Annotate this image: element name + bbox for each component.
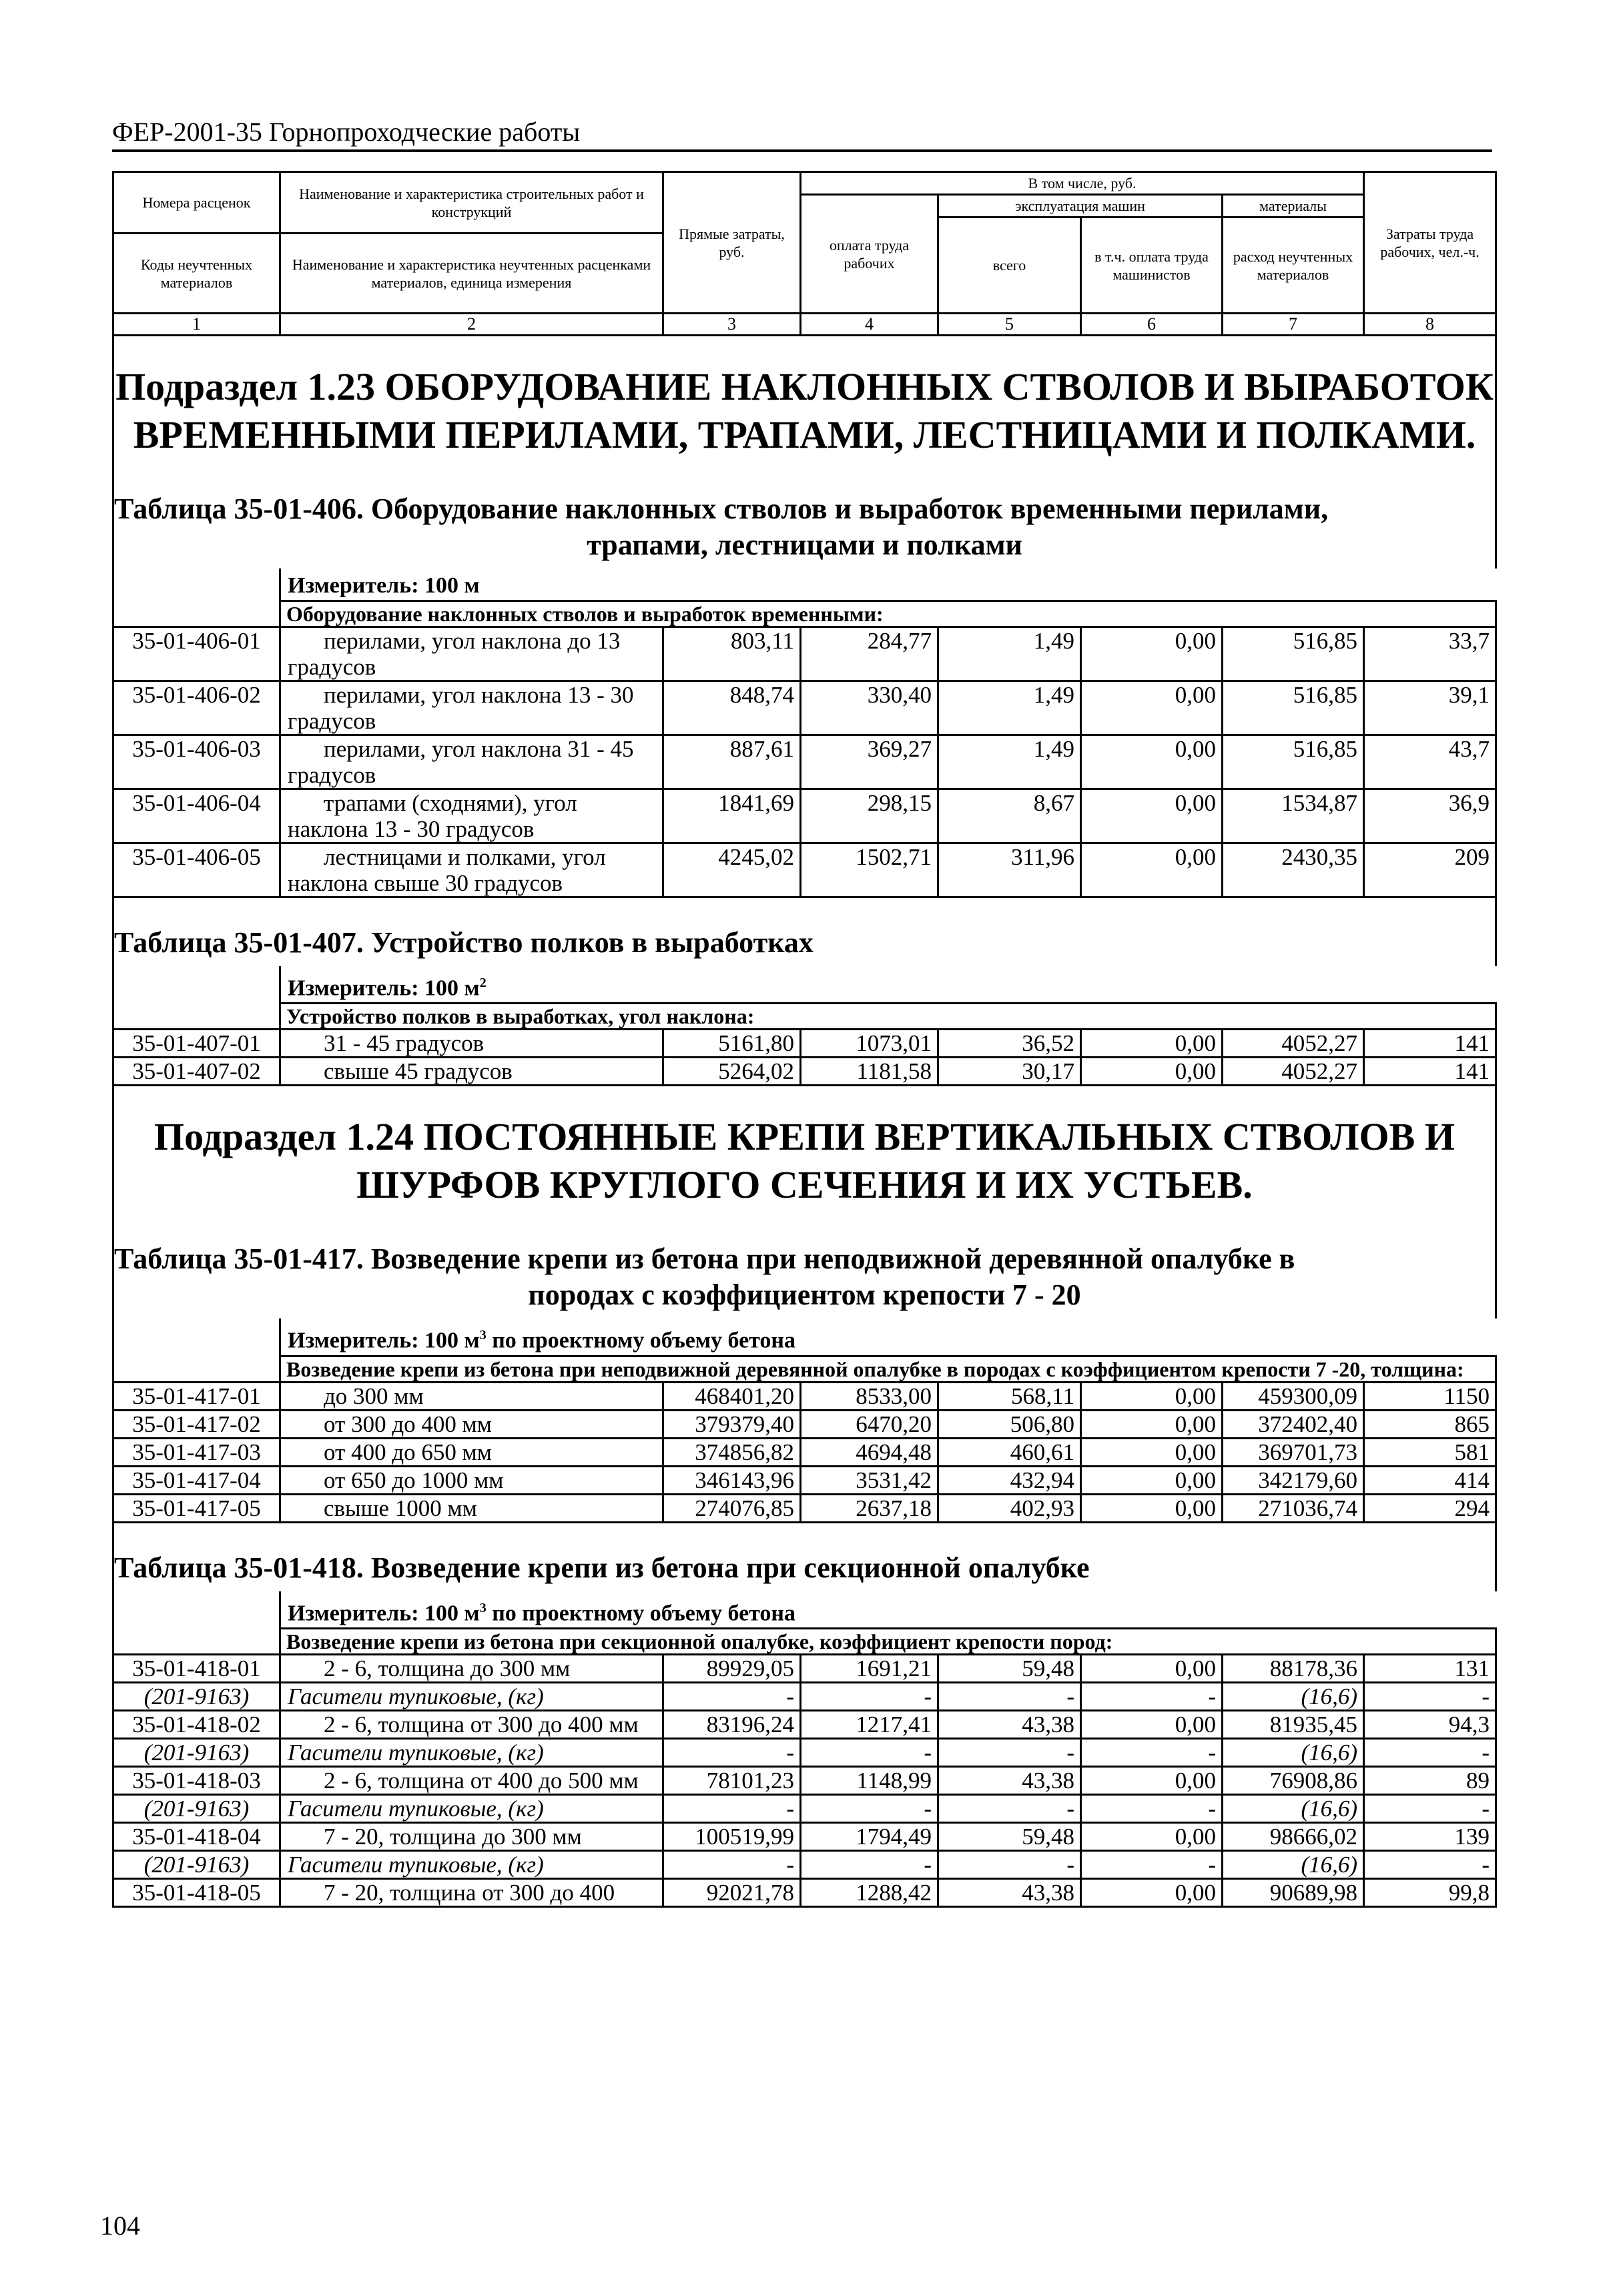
machine-costs: 311,96 bbox=[938, 843, 1081, 897]
rate-code: 35-01-406-05 bbox=[113, 843, 280, 897]
work-name: перилами, угол наклона до 13 градусов bbox=[280, 627, 663, 681]
col-number: 5 bbox=[938, 314, 1081, 336]
margin-cell bbox=[113, 1356, 280, 1382]
direct-costs: 83196,24 bbox=[663, 1710, 801, 1738]
direct-costs: 1841,69 bbox=[663, 789, 801, 843]
operator-pay: 0,00 bbox=[1081, 1438, 1223, 1466]
material-costs: 342179,60 bbox=[1223, 1466, 1364, 1494]
labor-hours: 209 bbox=[1364, 843, 1496, 897]
rate-code: 35-01-418-01 bbox=[113, 1654, 280, 1682]
labor-hours: - bbox=[1364, 1850, 1496, 1878]
operator-pay: - bbox=[1081, 1682, 1223, 1710]
labor-hours: 43,7 bbox=[1364, 735, 1496, 789]
measure-unit bbox=[280, 1591, 1496, 1629]
operator-pay: - bbox=[1081, 1794, 1223, 1822]
measure-unit-text: Измеритель: 100 м bbox=[288, 1600, 480, 1625]
margin-cell bbox=[113, 568, 280, 601]
col-number: 4 bbox=[801, 314, 938, 336]
work-name: трапами (сходнями), угол наклона 13 - 30 градусов bbox=[280, 789, 663, 843]
material-row bbox=[113, 1682, 1496, 1710]
labor-pay: 6470,20 bbox=[801, 1410, 938, 1438]
material-row bbox=[113, 1794, 1496, 1822]
measure-unit-tail: по проектному объему бетона bbox=[486, 1600, 796, 1625]
material-costs: 516,85 bbox=[1223, 627, 1364, 681]
labor-pay: - bbox=[801, 1794, 938, 1822]
labor-pay: 1181,58 bbox=[801, 1058, 938, 1086]
machine-costs: 506,80 bbox=[938, 1410, 1081, 1438]
machine-costs: 1,49 bbox=[938, 735, 1081, 789]
direct-costs: 4245,02 bbox=[663, 843, 801, 897]
work-name: 7 - 20, толщина от 300 до 400 bbox=[280, 1878, 663, 1906]
material-costs: 372402,40 bbox=[1223, 1410, 1364, 1438]
table-row bbox=[113, 1878, 1496, 1906]
material-costs: 76908,86 bbox=[1223, 1766, 1364, 1794]
material-costs: 4052,27 bbox=[1223, 1030, 1364, 1058]
direct-costs: 803,11 bbox=[663, 627, 801, 681]
table-row bbox=[113, 681, 1496, 735]
table-title bbox=[113, 1230, 1496, 1318]
material-costs: 271036,74 bbox=[1223, 1494, 1364, 1522]
rate-code: 35-01-417-03 bbox=[113, 1438, 280, 1466]
margin-cell bbox=[113, 966, 280, 1004]
col-number: 8 bbox=[1364, 314, 1496, 336]
labor-hours: 89 bbox=[1364, 1766, 1496, 1794]
rates-table bbox=[112, 171, 1497, 1908]
labor-hours: 139 bbox=[1364, 1822, 1496, 1850]
rate-code: 35-01-418-02 bbox=[113, 1710, 280, 1738]
table-title: Таблица 35-01-418. Возведение крепи из бетона при секционной опалубке bbox=[113, 1539, 1496, 1591]
material-quantity: (16,6) bbox=[1223, 1794, 1364, 1822]
col6-header: в т.ч. оплата труда машинистов bbox=[1081, 218, 1223, 314]
labor-hours: 39,1 bbox=[1364, 681, 1496, 735]
col5-header: всего bbox=[938, 218, 1081, 314]
work-name: 31 - 45 градусов bbox=[280, 1030, 663, 1058]
labor-pay: - bbox=[801, 1738, 938, 1766]
margin-cell bbox=[113, 1628, 280, 1654]
machine-costs: 1,49 bbox=[938, 627, 1081, 681]
labor-pay: - bbox=[801, 1682, 938, 1710]
rate-code: 35-01-407-02 bbox=[113, 1058, 280, 1086]
material-costs: 459300,09 bbox=[1223, 1382, 1364, 1410]
table-row bbox=[113, 1466, 1496, 1494]
work-name: перилами, угол наклона 13 - 30 градусов bbox=[280, 681, 663, 735]
measure-unit: Измеритель: 100 м bbox=[280, 568, 1496, 601]
material-costs: 88178,36 bbox=[1223, 1654, 1364, 1682]
material-row bbox=[113, 1738, 1496, 1766]
measure-unit-power: 2 bbox=[479, 976, 487, 990]
machine-costs: 30,17 bbox=[938, 1058, 1081, 1086]
operator-pay: 0,00 bbox=[1081, 789, 1223, 843]
direct-costs: 5161,80 bbox=[663, 1030, 801, 1058]
margin-cell bbox=[113, 1318, 280, 1356]
measure-unit-text: Измеритель: 100 м bbox=[288, 976, 480, 1001]
machine-costs: 43,38 bbox=[938, 1710, 1081, 1738]
col-number: 2 bbox=[280, 314, 663, 336]
work-name: перилами, угол наклона 31 - 45 градусов bbox=[280, 735, 663, 789]
machine-costs: 460,61 bbox=[938, 1438, 1081, 1466]
labor-pay: 1502,71 bbox=[801, 843, 938, 897]
operator-pay: 0,00 bbox=[1081, 1030, 1223, 1058]
direct-costs: 887,61 bbox=[663, 735, 801, 789]
measure-unit-text: Измеритель: 100 м bbox=[288, 1328, 480, 1353]
direct-costs: 346143,96 bbox=[663, 1466, 801, 1494]
table-row bbox=[113, 1766, 1496, 1794]
machines-header: эксплуатация машин bbox=[938, 195, 1223, 218]
group-row: Возведение крепи из бетона при секционной опалубке, коэффициент крепости пород: bbox=[280, 1628, 1496, 1654]
measure-unit bbox=[280, 966, 1496, 1004]
material-name: Гасители тупиковые, (кг) bbox=[280, 1794, 663, 1822]
operator-pay: 0,00 bbox=[1081, 735, 1223, 789]
work-name: свыше 45 градусов bbox=[280, 1058, 663, 1086]
machine-costs: 432,94 bbox=[938, 1466, 1081, 1494]
material-costs: 516,85 bbox=[1223, 735, 1364, 789]
labor-pay: 1148,99 bbox=[801, 1766, 938, 1794]
direct-costs: 5264,02 bbox=[663, 1058, 801, 1086]
col-number: 6 bbox=[1081, 314, 1223, 336]
table-417-body bbox=[113, 1382, 1496, 1522]
table-418-body bbox=[113, 1654, 1496, 1906]
labor-hours: - bbox=[1364, 1738, 1496, 1766]
labor-hours: 94,3 bbox=[1364, 1710, 1496, 1738]
rates-sheet bbox=[112, 171, 1495, 1908]
operator-pay: 0,00 bbox=[1081, 843, 1223, 897]
rate-code: 35-01-406-03 bbox=[113, 735, 280, 789]
direct-costs: 78101,23 bbox=[663, 1766, 801, 1794]
col-number: 7 bbox=[1223, 314, 1364, 336]
group-row: Возведение крепи из бетона при неподвижной деревянной опалубке в породах с коэффициентом крепости 7 -20, толщина: bbox=[280, 1356, 1496, 1382]
labor-hours: 141 bbox=[1364, 1030, 1496, 1058]
operator-pay: 0,00 bbox=[1081, 1710, 1223, 1738]
labor-pay: 1691,21 bbox=[801, 1654, 938, 1682]
machine-costs: - bbox=[938, 1794, 1081, 1822]
material-costs: 516,85 bbox=[1223, 681, 1364, 735]
col1-header-bottom: Коды неучтенных материалов bbox=[113, 234, 280, 314]
material-quantity: (16,6) bbox=[1223, 1738, 1364, 1766]
machine-costs: 43,38 bbox=[938, 1878, 1081, 1906]
labor-pay: 1073,01 bbox=[801, 1030, 938, 1058]
operator-pay: 0,00 bbox=[1081, 1654, 1223, 1682]
direct-costs: 374856,82 bbox=[663, 1438, 801, 1466]
material-code: (201-9163) bbox=[113, 1794, 280, 1822]
labor-hours: 36,9 bbox=[1364, 789, 1496, 843]
table-row bbox=[113, 1058, 1496, 1086]
measure-unit-power: 3 bbox=[479, 1328, 487, 1343]
table-row bbox=[113, 735, 1496, 789]
direct-costs: 92021,78 bbox=[663, 1878, 801, 1906]
machine-costs: 59,48 bbox=[938, 1822, 1081, 1850]
table-title-line: Таблица 35-01-417. Возведение крепи из бетона при неподвижной деревянной опалубке в bbox=[114, 1242, 1295, 1276]
operator-pay: 0,00 bbox=[1081, 681, 1223, 735]
labor-hours: 99,8 bbox=[1364, 1878, 1496, 1906]
table-title-line: Таблица 35-01-406. Оборудование наклонных стволов и выработок временными перилами, bbox=[114, 492, 1329, 525]
table-row bbox=[113, 627, 1496, 681]
col3-header: Прямые затраты, руб. bbox=[663, 172, 801, 314]
machine-costs: - bbox=[938, 1738, 1081, 1766]
labor-hours: 865 bbox=[1364, 1410, 1496, 1438]
material-costs: 81935,45 bbox=[1223, 1710, 1364, 1738]
group-header: В том числе, руб. bbox=[801, 172, 1364, 195]
labor-pay: 1217,41 bbox=[801, 1710, 938, 1738]
labor-pay: 369,27 bbox=[801, 735, 938, 789]
rate-code: 35-01-418-04 bbox=[113, 1822, 280, 1850]
measure-unit bbox=[280, 1318, 1496, 1356]
rate-code: 35-01-417-02 bbox=[113, 1410, 280, 1438]
work-name: от 650 до 1000 мм bbox=[280, 1466, 663, 1494]
material-costs: 90689,98 bbox=[1223, 1878, 1364, 1906]
direct-costs: 848,74 bbox=[663, 681, 801, 735]
labor-pay: - bbox=[801, 1850, 938, 1878]
page-number: 104 bbox=[100, 2211, 140, 2241]
table-row bbox=[113, 843, 1496, 897]
margin-cell bbox=[113, 1004, 280, 1030]
direct-costs: 89929,05 bbox=[663, 1654, 801, 1682]
material-code: (201-9163) bbox=[113, 1738, 280, 1766]
material-quantity: (16,6) bbox=[1223, 1850, 1364, 1878]
table-row bbox=[113, 1494, 1496, 1522]
labor-hours: 141 bbox=[1364, 1058, 1496, 1086]
operator-pay: 0,00 bbox=[1081, 1466, 1223, 1494]
table-row bbox=[113, 1438, 1496, 1466]
work-name: свыше 1000 мм bbox=[280, 1494, 663, 1522]
rate-code: 35-01-417-01 bbox=[113, 1382, 280, 1410]
material-quantity: (16,6) bbox=[1223, 1682, 1364, 1710]
operator-pay: 0,00 bbox=[1081, 1382, 1223, 1410]
material-costs: 369701,73 bbox=[1223, 1438, 1364, 1466]
direct-costs: 468401,20 bbox=[663, 1382, 801, 1410]
machine-costs: - bbox=[938, 1682, 1081, 1710]
group-row: Устройство полков в выработках, угол наклона: bbox=[280, 1004, 1496, 1030]
labor-hours: 33,7 bbox=[1364, 627, 1496, 681]
col-number: 3 bbox=[663, 314, 801, 336]
measure-unit-tail: по проектному объему бетона bbox=[486, 1328, 796, 1353]
material-costs: 4052,27 bbox=[1223, 1058, 1364, 1086]
direct-costs: - bbox=[663, 1850, 801, 1878]
materials-header: материалы bbox=[1223, 195, 1364, 218]
labor-pay: 298,15 bbox=[801, 789, 938, 843]
material-code: (201-9163) bbox=[113, 1682, 280, 1710]
operator-pay: 0,00 bbox=[1081, 1058, 1223, 1086]
rate-code: 35-01-418-05 bbox=[113, 1878, 280, 1906]
operator-pay: 0,00 bbox=[1081, 1766, 1223, 1794]
work-name: 2 - 6, толщина до 300 мм bbox=[280, 1654, 663, 1682]
rate-code: 35-01-417-04 bbox=[113, 1466, 280, 1494]
direct-costs: 274076,85 bbox=[663, 1494, 801, 1522]
gap bbox=[113, 897, 1496, 915]
operator-pay: 0,00 bbox=[1081, 1410, 1223, 1438]
direct-costs: 100519,99 bbox=[663, 1822, 801, 1850]
rate-code: 35-01-406-01 bbox=[113, 627, 280, 681]
direct-costs: - bbox=[663, 1682, 801, 1710]
table-title-line: трапами, лестницами и полками bbox=[587, 528, 1022, 561]
labor-hours: 581 bbox=[1364, 1438, 1496, 1466]
labor-hours: - bbox=[1364, 1682, 1496, 1710]
col2-header-bottom: Наименование и характеристика неучтенных расценками материалов, единица измерения bbox=[280, 234, 663, 314]
labor-pay: 4694,48 bbox=[801, 1438, 938, 1466]
labor-hours: - bbox=[1364, 1794, 1496, 1822]
labor-hours: 131 bbox=[1364, 1654, 1496, 1682]
work-name: лестницами и полками, угол наклона свыше 30 градусов bbox=[280, 843, 663, 897]
direct-costs: - bbox=[663, 1738, 801, 1766]
labor-pay: 284,77 bbox=[801, 627, 938, 681]
machine-costs: 8,67 bbox=[938, 789, 1081, 843]
labor-pay: 330,40 bbox=[801, 681, 938, 735]
running-header: ФЕР-2001-35 Горнопроходческие работы bbox=[112, 117, 1492, 152]
machine-costs: 1,49 bbox=[938, 681, 1081, 735]
table-row bbox=[113, 1710, 1496, 1738]
col8-header: Затраты труда рабочих, чел.-ч. bbox=[1364, 172, 1496, 314]
labor-pay: 1288,42 bbox=[801, 1878, 938, 1906]
labor-pay: 2637,18 bbox=[801, 1494, 938, 1522]
material-name: Гасители тупиковые, (кг) bbox=[280, 1682, 663, 1710]
labor-pay: 3531,42 bbox=[801, 1466, 938, 1494]
machine-costs: 36,52 bbox=[938, 1030, 1081, 1058]
table-407-body bbox=[113, 1030, 1496, 1086]
operator-pay: - bbox=[1081, 1850, 1223, 1878]
operator-pay: 0,00 bbox=[1081, 627, 1223, 681]
labor-pay: 1794,49 bbox=[801, 1822, 938, 1850]
col7-header: расход неучтенных материалов bbox=[1223, 218, 1364, 314]
machine-costs: 568,11 bbox=[938, 1382, 1081, 1410]
work-name: от 400 до 650 мм bbox=[280, 1438, 663, 1466]
operator-pay: 0,00 bbox=[1081, 1878, 1223, 1906]
material-code: (201-9163) bbox=[113, 1850, 280, 1878]
col2-header-top: Наименование и характеристика строительных работ и конструкций bbox=[280, 172, 663, 234]
rate-code: 35-01-406-04 bbox=[113, 789, 280, 843]
work-name: 2 - 6, толщина от 300 до 400 мм bbox=[280, 1710, 663, 1738]
direct-costs: - bbox=[663, 1794, 801, 1822]
material-name: Гасители тупиковые, (кг) bbox=[280, 1738, 663, 1766]
section-heading: Подраздел 1.23 ОБОРУДОВАНИЕ НАКЛОННЫХ СТВОЛОВ И ВЫРАБОТОК ВРЕМЕННЫМИ ПЕРИЛАМИ, ТРАПАМИ, ЛЕСТНИЦАМИ И ПОЛКАМИ. bbox=[113, 336, 1496, 481]
work-name: от 300 до 400 мм bbox=[280, 1410, 663, 1438]
rate-code: 35-01-407-01 bbox=[113, 1030, 280, 1058]
machine-costs: 59,48 bbox=[938, 1654, 1081, 1682]
material-costs: 98666,02 bbox=[1223, 1822, 1364, 1850]
section-heading: Подраздел 1.24 ПОСТОЯННЫЕ КРЕПИ ВЕРТИКАЛЬНЫХ СТВОЛОВ И ШУРФОВ КРУГЛОГО СЕЧЕНИЯ И ИХ УСТЬЕВ. bbox=[113, 1086, 1496, 1231]
labor-pay: 8533,00 bbox=[801, 1382, 938, 1410]
table-row bbox=[113, 1654, 1496, 1682]
table-title bbox=[113, 480, 1496, 568]
labor-hours: 1150 bbox=[1364, 1382, 1496, 1410]
col-number: 1 bbox=[113, 314, 280, 336]
column-number-row bbox=[113, 314, 1496, 336]
col4-header: оплата труда рабочих bbox=[801, 195, 938, 314]
machine-costs: 402,93 bbox=[938, 1494, 1081, 1522]
table-row bbox=[113, 1382, 1496, 1410]
table-row bbox=[113, 789, 1496, 843]
work-name: до 300 мм bbox=[280, 1382, 663, 1410]
machine-costs: 43,38 bbox=[938, 1766, 1081, 1794]
material-costs: 1534,87 bbox=[1223, 789, 1364, 843]
work-name: 7 - 20, толщина до 300 мм bbox=[280, 1822, 663, 1850]
col1-header-top: Номера расценок bbox=[113, 172, 280, 234]
margin-cell bbox=[113, 1591, 280, 1629]
rate-code: 35-01-417-05 bbox=[113, 1494, 280, 1522]
table-row bbox=[113, 1410, 1496, 1438]
table-title: Таблица 35-01-407. Устройство полков в выработках bbox=[113, 914, 1496, 966]
machine-costs: - bbox=[938, 1850, 1081, 1878]
group-row: Оборудование наклонных стволов и выработок временными: bbox=[280, 601, 1496, 627]
material-name: Гасители тупиковые, (кг) bbox=[280, 1850, 663, 1878]
operator-pay: 0,00 bbox=[1081, 1494, 1223, 1522]
operator-pay: - bbox=[1081, 1738, 1223, 1766]
table-row bbox=[113, 1822, 1496, 1850]
rate-code: 35-01-418-03 bbox=[113, 1766, 280, 1794]
work-name: 2 - 6, толщина от 400 до 500 мм bbox=[280, 1766, 663, 1794]
material-costs: 2430,35 bbox=[1223, 843, 1364, 897]
table-406-body bbox=[113, 627, 1496, 897]
table-title-line: породах с коэффициентом крепости 7 - 20 bbox=[528, 1278, 1081, 1312]
gap bbox=[113, 1522, 1496, 1539]
operator-pay: 0,00 bbox=[1081, 1822, 1223, 1850]
measure-unit-power: 3 bbox=[479, 1600, 487, 1615]
labor-hours: 414 bbox=[1364, 1466, 1496, 1494]
rate-code: 35-01-406-02 bbox=[113, 681, 280, 735]
direct-costs: 379379,40 bbox=[663, 1410, 801, 1438]
labor-hours: 294 bbox=[1364, 1494, 1496, 1522]
margin-cell bbox=[113, 601, 280, 627]
table-row bbox=[113, 1030, 1496, 1058]
material-row bbox=[113, 1850, 1496, 1878]
